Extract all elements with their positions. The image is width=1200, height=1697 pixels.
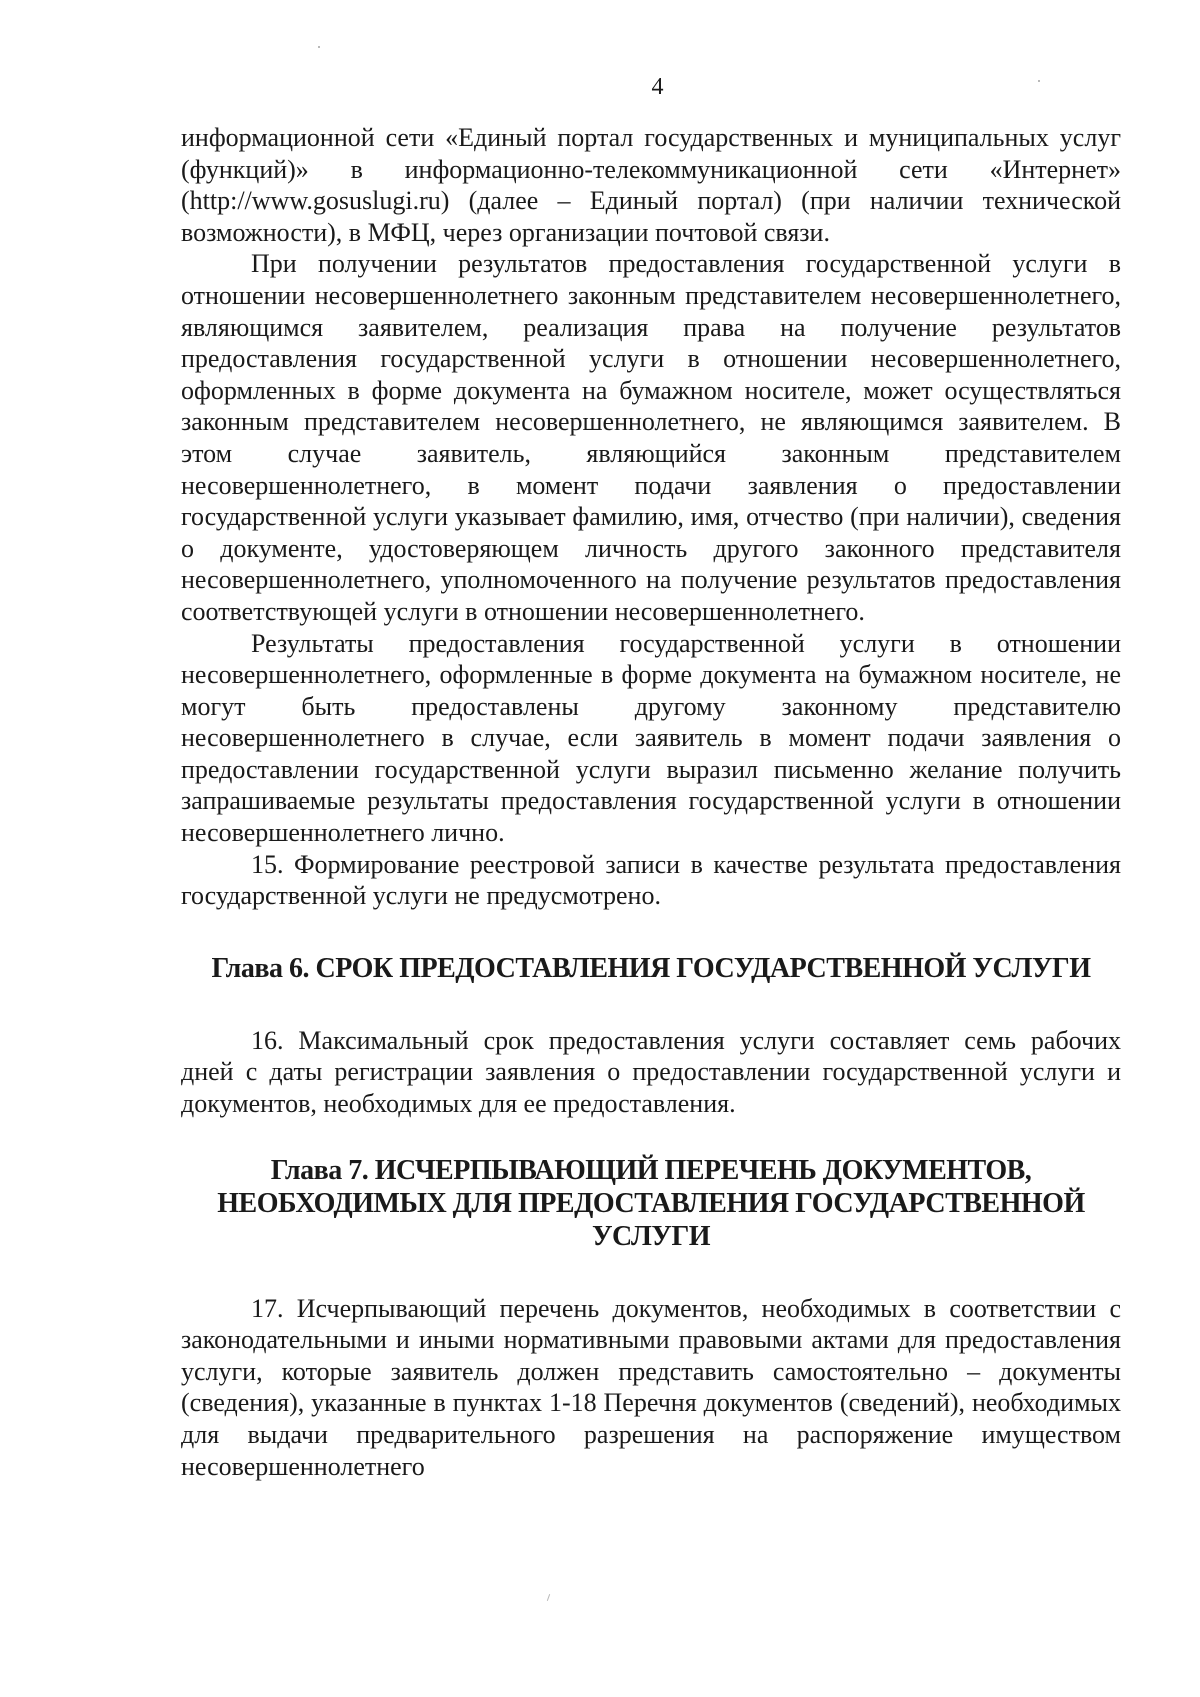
paragraph-item-16: 16. Максимальный срок предоставления услуги составляет семь рабочих дней с даты регистрации заявления о предоставлении государственной услуги и документов, необходимых для ее предоставления. [181,1025,1121,1119]
scan-speck [318,46,320,48]
paragraph-item-15: 15. Формирование реестровой записи в качестве результата предоставления государственной услуги не предусмотрено. [181,849,1121,911]
scan-speck [547,1594,550,1601]
chapter-7-heading-line: Глава 7. ИСЧЕРПЫВАЮЩИЙ ПЕРЕЧЕНЬ ДОКУМЕНТОВ, [270,1154,1032,1186]
chapter-7-heading-line: НЕОБХОДИМЫХ ДЛЯ ПРЕДОСТАВЛЕНИЯ ГОСУДАРСТВЕННОЙ [217,1187,1085,1219]
document-body [181,122,1121,1482]
paragraph-continuation: информационной сети «Единый портал государственных и муниципальных услуг (функций)» в информационно-телекоммуникационной сети «Интернет» (http://www.gosuslugi.ru) (далее – Единый портал) (при наличии технической возможности), в МФЦ, через организации почтовой связи. [181,123,1121,247]
chapter-7-heading-line: УСЛУГИ [591,1220,711,1252]
chapter-6-heading: Глава 6. СРОК ПРЕДОСТАВЛЕНИЯ ГОСУДАРСТВЕННОЙ УСЛУГИ [211,952,1091,984]
paragraph-item-17: 17. Исчерпывающий перечень документов, необходимых в соответствии с законодательными и иными нормативными правовыми актами для предоставления услуги, которые заявитель должен представить самостоятельно – документы (сведения), указанные в пунктах 1-18 Перечня документов (сведений), необходимых для выдачи предварительного разрешения на распоряжение имуществом несовершеннолетнего [181,1293,1121,1481]
chapter-7-heading [181,1154,1121,1253]
page-number: 4 [651,74,664,100]
paragraph-results-minor: При получении результатов предоставления государственной услуги в отношении несовершеннолетнего законным представителем несовершеннолетнего, являющимся заявителем, реализация права на получение результатов предоставления государственной услуги в отношении несовершеннолетнего, оформленных в форме документа на бумажном носителе, может осуществляться законным представителем несовершеннолетнего, не являющимся заявителем. В этом случае заявитель, являющийся законным представителем несовершеннолетнего, в момент подачи заявления о предоставлении государственной услуги указывает фамилию, имя, отчество (при наличии), сведения о документе, удостоверяющем личность другого законного представителя несовершеннолетнего, уполномоченного на получение результатов предоставления соответствующей услуги в отношении несовершеннолетнего. [181,249,1121,626]
paragraph-results-restriction: Результаты предоставления государственной услуги в отношении несовершеннолетнего, оформленные в форме документа на бумажном носителе, не могут быть предоставлены другому законному представителю несовершеннолетнего в случае, если заявитель в момент подачи заявления о предоставлении государственной услуги выразил письменно желание получить запрашиваемые результаты предоставления государственной услуги в отношении несовершеннолетнего лично. [181,628,1121,848]
